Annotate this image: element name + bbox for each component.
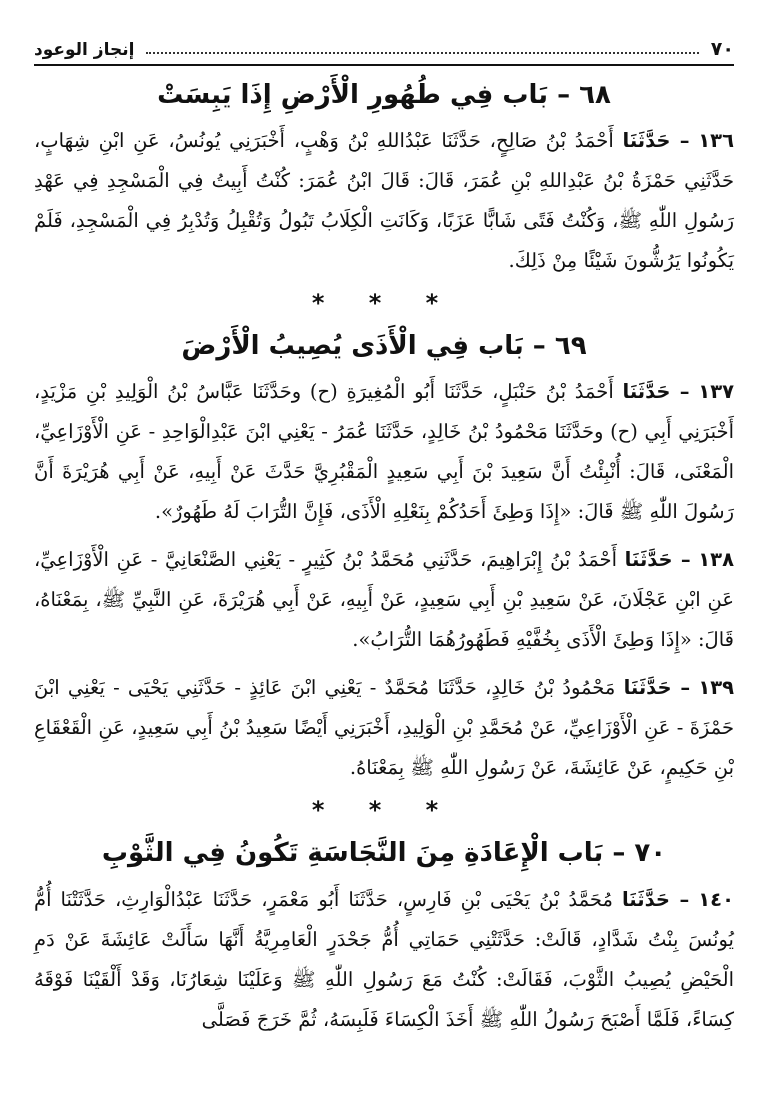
hadith-number: ١٣٩ [698,676,735,700]
section-separator: * * * [311,289,457,318]
hadith-text: أَحْمَدُ بْنُ إِبْرَاهِيمَ، حَدَّثَنِي مُحَمَّدُ بْنُ كَثِيرٍ - يَعْنِي الصَّنْعَانِيَّ - عَنِ الْأَوْزَاعِيِّ، عَنِ ابْنِ عَجْلَانَ، عَنْ سَعِيدِ بْنِ أَبِي سَعِيدٍ، عَنْ أَبِيهِ، عَنْ أَبِي هُرَيْرَةَ، عَنِ النَّبِيِّ ﷺ، بِمَعْنَاهُ، قَالَ: «إِذَا وَطِئَ الْأَذَى بِخُفَّيْهِ فَطَهُورُهُمَا التُّرَابُ». [34,548,734,652]
hadith-137 [34,372,734,532]
hadith-opening: حَدَّثَنَا [622,380,671,404]
hadith-139 [34,668,734,788]
hadith-number: ١٣٦ [698,129,734,153]
hadith-140 [34,880,734,1040]
page-number: ٧٠ [710,38,734,60]
hadith-opening: حَدَّثَنَا [622,129,671,153]
hadith-number: ١٣٧ [698,380,735,404]
hadith-138 [34,540,734,660]
chapter-title-70: ٧٠ – بَاب الْإِعَادَةِ مِنَ النَّجَاسَةِ تَكُونُ فِي الثَّوْبِ [101,838,667,869]
hadith-text: أَحْمَدُ بْنُ حَنْبَلٍ، حَدَّثَنَا أَبُو الْمُغِيرَةِ (ح) وحَدَّثَنَا عَبَّاسُ بْنُ الْوَلِيدِ بْنِ مَزْيَدٍ، أَخْبَرَنِي أَبِي (ح) وحَدَّثَنَا مَحْمُودُ بْنُ خَالِدٍ، حَدَّثَنَا عُمَرُ - يَعْنِي ابْنَ عَبْدِالْوَاحِدِ - عَنِ الْأَوْزَاعِيِّ، الْمَعْنَى، قَالَ: أُنْبِئْتُ أَنَّ سَعِيدَ بْنَ أَبِي سَعِيدٍ الْمَقْبُرِيَّ حَدَّثَ عَنْ أَبِيهِ، عَنْ أَبِي هُرَيْرَةَ أَنَّ رَسُولَ اللّٰهِ ﷺ قَالَ: «إِذَا وَطِئَ أَحَدُكُمْ بِنَعْلِهِ الْأَذَى، فَإِنَّ التُّرَابَ لَهُ طَهُورٌ». [34,380,734,524]
chapter-title-69: ٦٩ – بَاب فِي الْأَذَى يُصِيبُ الْأَرْضَ [181,331,587,362]
hadith-number: ١٤٠ [698,887,734,911]
hadith-opening: حَدَّثَنَا [623,676,672,700]
hadith-number: ١٣٨ [698,548,734,572]
hadith-text: أَحْمَدُ بْنُ صَالِحٍ، حَدَّثَنَا عَبْدُاللهِ بْنُ وَهْبٍ، أَخْبَرَنِي يُونُسُ، عَنِ ابْنِ شِهَابٍ، حَدَّثَنِي حَمْزَةُ بْنُ عَبْدِاللهِ بْنِ عُمَرَ، قَالَ: قَالَ ابْنُ عُمَرَ: كُنْتُ أَبِيتُ فِي الْمَسْجِدِ فِي عَهْدِ رَسُولِ اللّٰهِ ﷺ، وَكُنْتُ فَتًى شَابًّا عَزَبًا، وَكَانَتِ الْكِلَابُ تَبُولُ وَتُقْبِلُ وَتُدْبِرُ فِي الْمَسْجِدِ، فَلَمْ يَكُونُوا يَرُشُّونَ شَيْئًا مِنْ ذَلِكَ. [34,129,734,273]
hadith-opening: حَدَّثَنَا [624,548,673,572]
hadith-text: مَحْمُودُ بْنُ خَالِدٍ، حَدَّثَنَا مُحَمَّدٌ - يَعْنِي ابْنَ عَائِذٍ - حَدَّثَنِي يَحْيَى - يَعْنِي ابْنَ حَمْزَةَ - عَنِ الْأَوْزَاعِيِّ، عَنْ مُحَمَّدِ بْنِ الْوَلِيدِ، أَخْبَرَنِي أَيْضًا سَعِيدُ بْنُ أَبِي سَعِيدٍ، عَنِ الْقَعْقَاعِ بْنِ حَكِيمٍ، عَنْ عَائِشَةَ، عَنْ رَسُولِ اللّٰهِ ﷺ بِمَعْنَاهُ. [34,676,734,780]
hadith-136 [34,121,734,281]
page-header [34,26,734,66]
section-separator: * * * [311,796,457,825]
book-page [34,26,734,1086]
dash: – [671,676,691,700]
dash: – [672,548,691,572]
dash: – [670,380,690,404]
dash: – [669,887,690,911]
hadith-text: مُحَمَّدُ بْنُ يَحْيَى بْنِ فَارِسٍ، حَدَّثَنَا أَبُو مَعْمَرٍ، حَدَّثَنَا عَبْدُالْوَارِثِ، حَدَّثَتْنَا أُمُّ يُونُسَ بِنْتُ شَدَّادٍ، قَالَتْ: حَدَّثَتْنِي حَمَاتِي أُمُّ جَحْدَرٍ الْعَامِرِيَّةُ أَنَّهَا سَأَلَتْ عَائِشَةَ عَنْ دَمِ الْحَيْضِ يُصِيبُ الثَّوْبَ، فَقَالَتْ: كُنْتُ مَعَ رَسُولِ اللّٰهِ ﷺ وَعَلَيْنَا شِعَارُنَا، وَقَدْ أَلْقَيْنَا فَوْقَهُ كِسَاءً، فَلَمَّا أَصْبَحَ رَسُولُ اللّٰهِ ﷺ أَخَذَ الْكِسَاءَ فَلَبِسَهُ، ثُمَّ خَرَجَ فَصَلَّى [34,887,734,1031]
header-dotted-leader [146,52,698,54]
dash: – [670,129,690,153]
hadith-opening: حَدَّثَنَا [621,887,670,911]
running-title: إنجاز الوعود [34,40,135,60]
chapter-title-68: ٦٨ – بَاب فِي طُهُورِ الْأَرْضِ إِذَا يَبِسَتْ [157,80,611,110]
